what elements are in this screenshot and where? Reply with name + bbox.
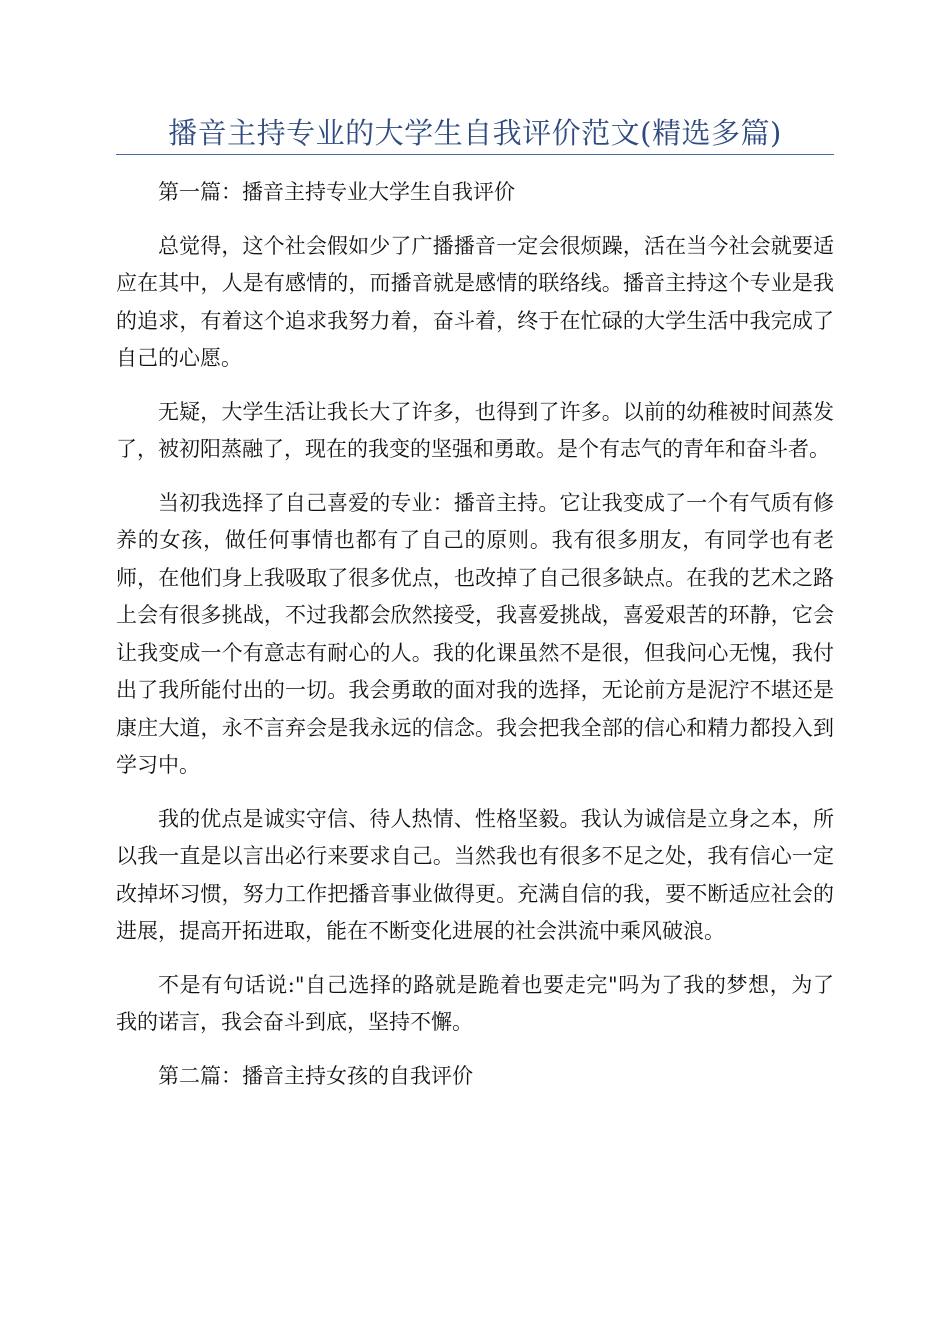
paragraph-3: 当初我选择了自己喜爱的专业：播音主持。它让我变成了一个有气质有修养的女孩，做任何事情也都有了自己的原则。我有很多朋友，有同学也有老师，在他们身上我吸取了很多优点，也改掉了自己很多缺点。在我的艺术之路上会有很多挑战，不过我都会欣然接受，我喜爱挑战，喜爱艰苦的环静，它会让我变成一个有意志有耐心的人。我的化课虽然不是很，但我问心无愧，我付出了我所能付出的一切。我会勇敢的面对我的选择，无论前方是泥泞不堪还是康庄大道，永不言弃会是我永远的信念。我会把我全部的信心和精力都投入到学习中。	[116, 490, 834, 777]
document-title: 播音主持专业的大学生自我评价范文(精选多篇)	[168, 116, 782, 150]
paragraph-5: 不是有句话说:"自己选择的路就是跪着也要走完"吗为了我的梦想，为了我的诺言，我会奋斗到底，坚持不懈。	[116, 972, 834, 1034]
title-underline	[116, 154, 834, 155]
paragraph-4: 我的优点是诚实守信、待人热情、性格坚毅。我认为诚信是立身之本，所以我一直是以言出必行来要求自己。当然我也有很多不足之处，我有信心一定改掉坏习惯，努力工作把播音事业做得更。充满自信的我，要不断适应社会的进展，提高开拓进取，能在不断变化进展的社会洪流中乘风破浪。	[116, 806, 834, 943]
paragraph-2: 无疑，大学生活让我长大了许多，也得到了许多。以前的幼稚被时间蒸发了，被初阳蒸融了，现在的我变的坚强和勇敢。是个有志气的青年和奋斗者。	[116, 399, 834, 461]
document-body	[116, 174, 834, 1111]
section-heading-1: 第一篇：播音主持专业大学生自我评价	[158, 180, 515, 204]
paragraph-1: 总觉得，这个社会假如少了广播播音一定会很烦躁，活在当今社会就要适应在其中，人是有感情的，而播音就是感情的联络线。播音主持这个专业是我的追求，有着这个追求我努力着，奋斗着，终于在忙碌的大学生活中我完成了自己的心愿。	[116, 233, 834, 370]
section-heading-2: 第二篇：播音主持女孩的自我评价	[158, 1063, 473, 1088]
